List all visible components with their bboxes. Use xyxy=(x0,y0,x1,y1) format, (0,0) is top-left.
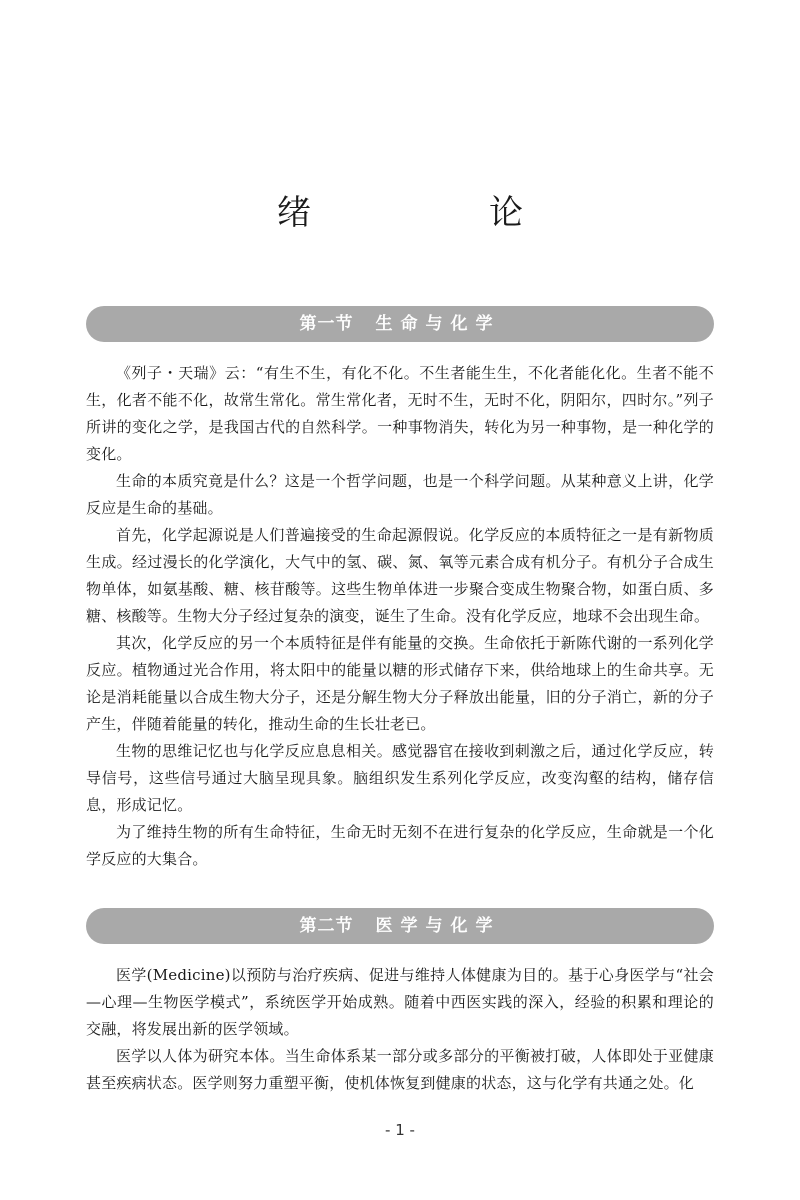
paragraph: 医学(Medicine)以预防与治疗疾病、促进与维持人体健康为目的。基于心身医学与“社会—心理—生物医学模式”，系统医学开始成熟。随着中西医实践的深入，经验的积累和理论的交融，将发展出新的医学领域。 xyxy=(86,966,714,1038)
paragraph: 生命的本质究竟是什么？这是一个哲学问题，也是一个科学问题。从某种意义上讲，化学反应是生命的基础。 xyxy=(86,472,714,517)
chapter-title: 绪 论 xyxy=(277,193,595,233)
paragraph: 生物的思维记忆也与化学反应息息相关。感觉器官在接收到刺激之后，通过化学反应，转导信号，这些信号通过大脑呈现具象。脑组织发生系列化学反应，改变沟壑的结构，储存信息，形成记忆。 xyxy=(86,742,714,814)
page-number: - 1 - xyxy=(385,1121,415,1139)
section-header-2 xyxy=(86,908,714,944)
section-title: 医学与化学 xyxy=(375,916,501,936)
section-1-body xyxy=(86,360,714,873)
paragraph: 其次，化学反应的另一个本质特征是伴有能量的交换。生命依托于新陈代谢的一系列化学反应。植物通过光合作用，将太阳中的能量以糖的形式储存下来，供给地球上的生命共享。无论是消耗能量以合成生物大分子，还是分解生物大分子释放出能量，旧的分子消亡，新的分子产生，伴随着能量的转化，推动生命的生长壮老已。 xyxy=(86,634,714,733)
section-number: 第二节 xyxy=(299,916,354,936)
section-header-1 xyxy=(86,306,714,342)
section-number: 第一节 xyxy=(299,314,354,334)
section-title: 生命与化学 xyxy=(375,314,501,334)
paragraph: 《列子・天瑞》云：“有生不生，有化不化。不生者能生生，不化者能化化。生者不能不生，化者不能不化，故常生常化。常生常化者，无时不生，无时不化，阴阳尔，四时尔。”列子所讲的变化之学，是我国古代的自然科学。一种事物消失，转化为另一种事物，是一种化学的变化。 xyxy=(86,364,714,463)
paragraph: 医学以人体为研究本体。当生命体系某一部分或多部分的平衡被打破，人体即处于亚健康甚至疾病状态。医学则努力重塑平衡，使机体恢复到健康的状态，这与化学有共通之处。化 xyxy=(86,1047,714,1092)
section-2-body xyxy=(86,962,714,1097)
paragraph: 为了维持生物的所有生命特征，生命无时无刻不在进行复杂的化学反应，生命就是一个化学反应的大集合。 xyxy=(86,823,714,868)
paragraph: 首先，化学起源说是人们普遍接受的生命起源假说。化学反应的本质特征之一是有新物质生成。经过漫长的化学演化，大气中的氢、碳、氮、氧等元素合成有机分子。有机分子合成生物单体，如氨基酸、糖、核苷酸等。这些生物单体进一步聚合变成生物聚合物，如蛋白质、多糖、核酸等。生物大分子经过复杂的演变，诞生了生命。没有化学反应，地球不会出现生命。 xyxy=(86,526,714,625)
